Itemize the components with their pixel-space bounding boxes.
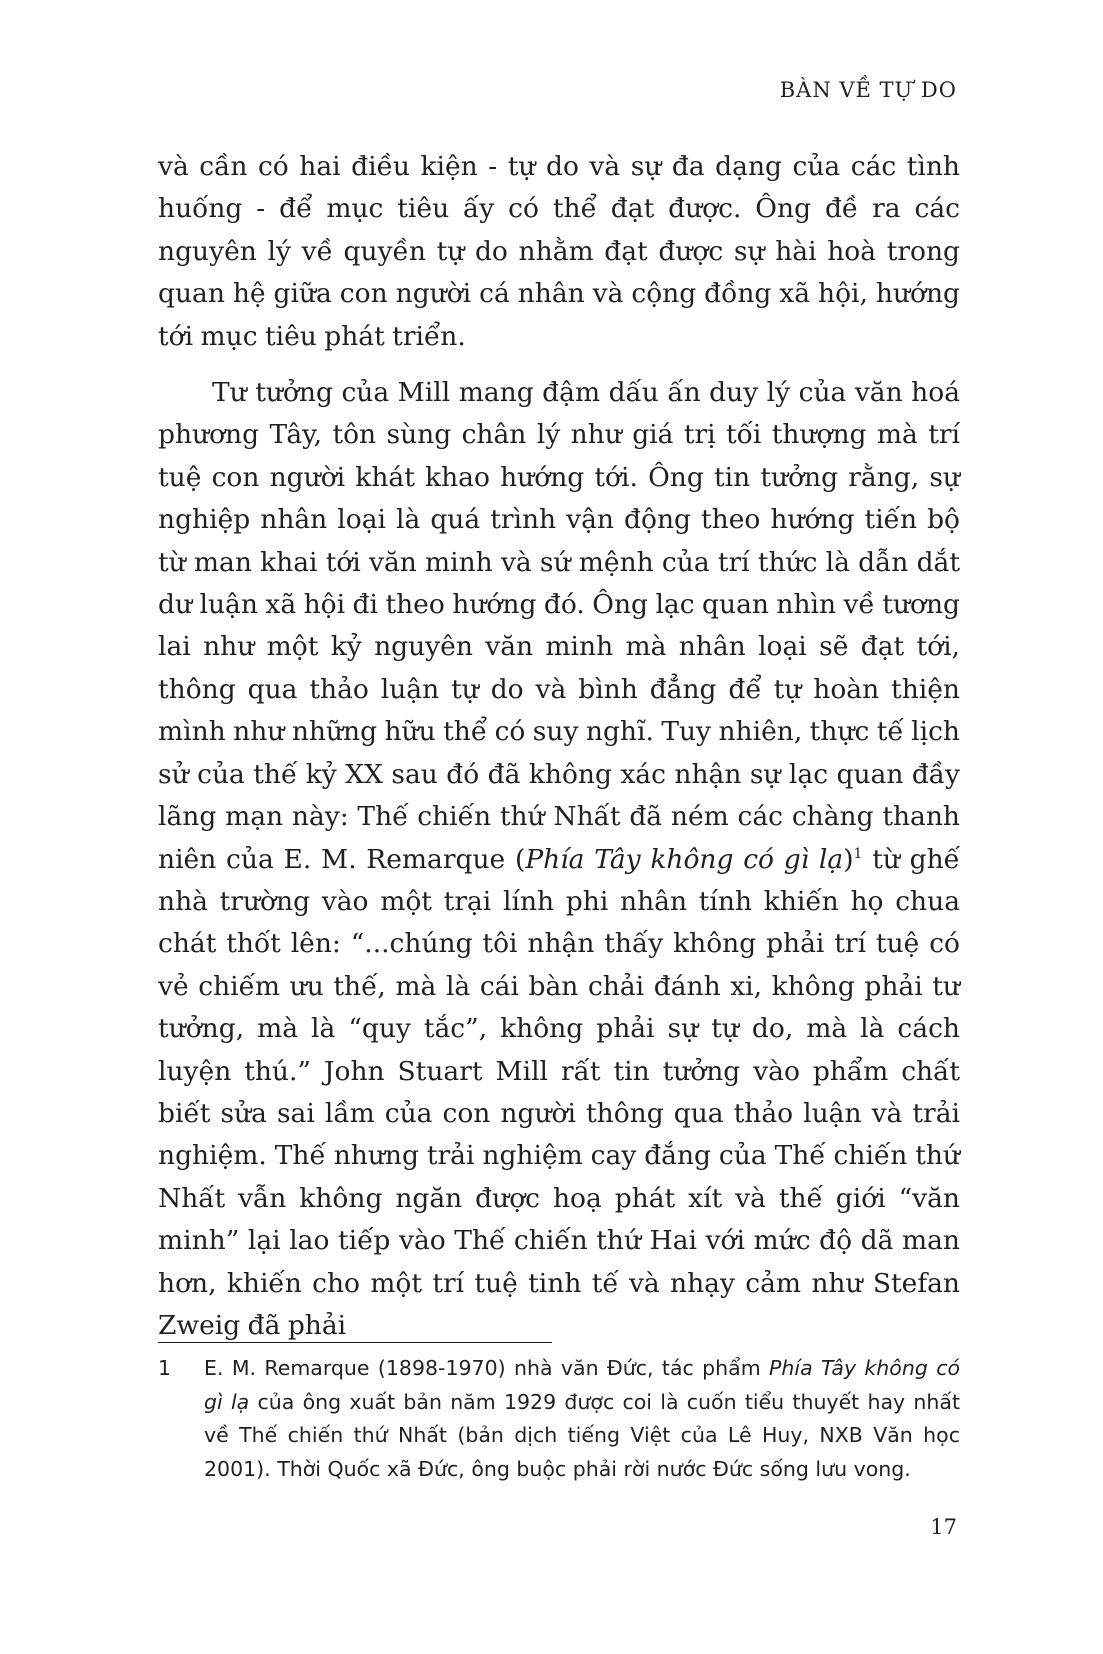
paragraph-2-text-end: từ ghế nhà trường vào một trại lính phi nhân tính khiến họ chua chát thốt lên: “...chúng tôi nhận thấy không phải trí tuệ có vẻ chiếm ưu thế, mà là cái bàn chải đánh xi, không phải tư tưởng, mà là “quy tắc”, không phải sự tự do, mà là cách luyện thú.” John Stuart Mill rất tin tưởng vào phẩm chất biết sửa sai lầm của con người thông qua thảo luận và trải nghiệm. Thế nhưng trải nghiệm cay đắng của Thế chiến thứ Nhất vẫn không ngăn được hoạ phát xít và thế giới “văn minh” lại lao tiếp vào Thế chiến thứ Hai với mức độ dã man hơn, khiến cho một trí tuệ tinh tế và nhạy cảm như Stefan Zweig đã phải: [158, 843, 960, 1341]
page-number: 17: [930, 1515, 957, 1539]
footnote: [158, 1352, 960, 1486]
paragraph-2-text-start: Tư tưởng của Mill mang đậm dấu ấn duy lý của văn hoá phương Tây, tôn sùng chân lý như giá trị tối thượng mà trí tuệ con người khát khao hướng tới. Ông tin tưởng rằng, sự nghiệp nhân loại là quá trình vận động theo hướng tiến bộ từ man khai tới văn minh và sứ mệnh của trí thức là dẫn dắt dư luận xã hội đi theo hướng đó. Ông lạc quan nhìn về tương lai như một kỷ nguyên văn minh mà nhân loại sẽ đạt tới, thông qua thảo luận tự do và bình đẳng để tự hoàn thiện mình như những hữu thể có suy nghĩ. Tuy nhiên, thực tế lịch sử của thế kỷ XX sau đó đã không xác nhận sự lạc quan đầy lãng mạn này: Thế chiến thứ Nhất đã ném các chàng thanh niên của E. M. Remarque (: [158, 377, 960, 875]
main-text: [158, 146, 960, 1347]
paragraph-1: và cần có hai điều kiện - tự do và sự đa dạng của các tình huống - để mục tiêu ấy có thể đạt được. Ông đề ra các nguyên lý về quyền tự do nhằm đạt được sự hài hoà trong quan hệ giữa con người cá nhân và cộng đồng xã hội, hướng tới mục tiêu phát triển.: [158, 151, 960, 352]
closing-parenthesis: ): [843, 843, 854, 875]
running-header: BÀN VỀ TỰ DO: [779, 78, 957, 102]
footnote-text-start: E. M. Remarque (1898-1970) nhà văn Đức, tác phẩm: [204, 1356, 770, 1380]
footnote-reference[interactable]: 1: [853, 845, 863, 862]
book-title-italic: Phía Tây không có gì lạ: [525, 843, 844, 875]
footnote-divider: [158, 1342, 552, 1343]
footnote-text: [204, 1352, 960, 1486]
paragraph-2: [158, 372, 960, 1347]
footnote-number: 1: [158, 1356, 172, 1380]
footnote-book-title: Phía Tây không có gì lạ: [204, 1356, 961, 1414]
footnote-text-end: của ông xuất bản năm 1929 được coi là cuốn tiểu thuyết hay nhất về Thế chiến thứ Nhất (bản dịch tiếng Việt của Lê Huy, NXB Văn học 2001). Thời Quốc xã Đức, ông buộc phải rời nước Đức sống lưu vong.: [204, 1389, 961, 1481]
